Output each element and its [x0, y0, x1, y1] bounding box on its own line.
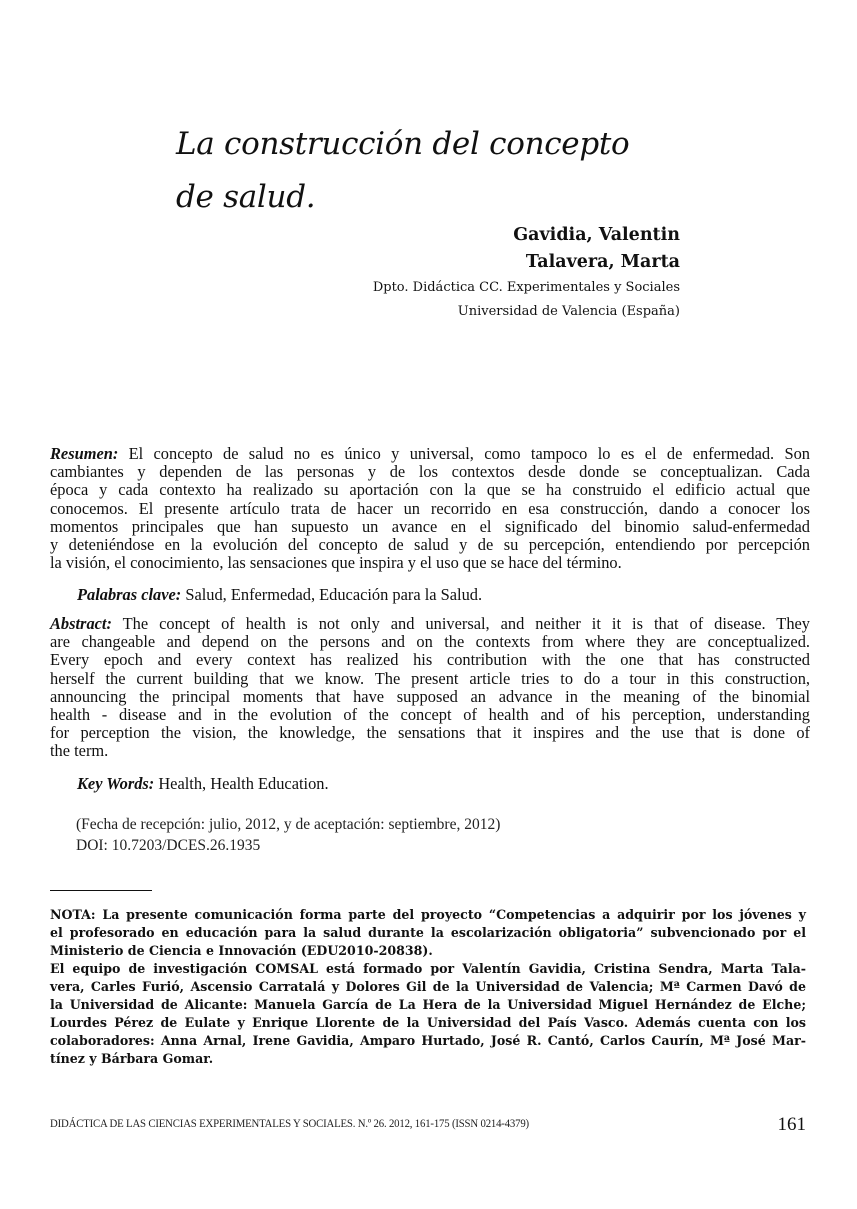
- title-line-2: de salud.: [176, 179, 316, 215]
- key-words: [77, 774, 797, 794]
- resumen-text: El concepto de salud no es único y universal, como tampoco lo es el de enfermedad. Son: [118, 444, 810, 463]
- resumen-label: Resumen:: [50, 444, 119, 463]
- footnote: [50, 906, 806, 1068]
- palabras-clave-text: Salud, Enfermedad, Educación para la Salud.: [181, 585, 483, 604]
- resumen-line: época y cada contexto ha realizado su aportación con la que se ha construido el edificio actual que: [50, 480, 810, 500]
- footnote-line: colaboradores: Anna Arnal, Irene Gavidia, Amparo Hurtado, José R. Cantó, Carlos Caurín, Mª José Mar-: [50, 1033, 806, 1048]
- footnote-line: Lourdes Pérez de Eulate y Enrique Llorente de la Universidad del País Vasco. Además cuenta con los: [50, 1015, 806, 1030]
- palabras-clave: [77, 585, 797, 605]
- title-line-1: La construcción del concepto: [176, 126, 630, 162]
- abstract-text: The concept of health is not only and universal, and neither it it is that of disease. They: [111, 614, 810, 633]
- resumen-line: conocemos. El presente artículo trata de hacer un recorrido en esa construcción, dando a conocer los: [50, 498, 810, 518]
- abstract-paragraph: [50, 615, 810, 761]
- footnote-line: la Universidad de Alicante: Manuela García de La Hera de la Universidad Miguel Hernández de Elche;: [50, 997, 806, 1012]
- resumen-line: y deteniéndose en la evolución del concepto de salud y de su percepción, entendiendo por percepción: [50, 535, 810, 555]
- footnote-line: Ministerio de Ciencia e Innovación (EDU2010-20838).: [50, 943, 433, 958]
- affiliation-department: Dpto. Didáctica CC. Experimentales y Sociales: [372, 280, 680, 295]
- resumen-line: momentos principales que han supuesto un avance en el significado del binomio salud-enfermedad: [50, 516, 810, 536]
- footnote-line: El equipo de investigación COMSAL está formado por Valentín Gavidia, Cristina Sendra, Marta Tala-: [50, 961, 806, 976]
- resumen-line: [50, 445, 810, 463]
- abstract-line: Every epoch and every context has realized his contribution with the one that has constructed: [50, 650, 810, 670]
- abstract-line: [50, 615, 810, 633]
- palabras-clave-label: Palabras clave:: [77, 585, 182, 604]
- affiliation-university: Universidad de Valencia (España): [457, 304, 680, 319]
- resumen-paragraph: [50, 445, 810, 572]
- abstract-line: announcing the principal moments that have supposed an advance in the meaning of the binomial: [50, 686, 810, 706]
- affiliation: [250, 276, 680, 324]
- doi: DOI: 10.7203/DCES.26.1935: [76, 837, 261, 854]
- reception-dates: (Fecha de recepción: julio, 2012, y de aceptación: septiembre, 2012): [76, 816, 501, 833]
- key-words-text: Health, Health Education.: [154, 774, 329, 793]
- abstract-line: herself the current building that we know. The present article tries to do a tour in this construction,: [50, 668, 810, 688]
- footnote-divider: [50, 890, 152, 891]
- footnote-line: NOTA: La presente comunicación forma parte del proyecto “Competencias a adquirir por los jóvenes y: [50, 907, 806, 922]
- abstract-line: the term.: [50, 741, 109, 761]
- abstract-line: for perception the vision, the knowledge, the sensations that it inspires and the use that is done of: [50, 723, 810, 743]
- paper-title: [176, 118, 736, 224]
- author-2: Talavera, Marta: [525, 252, 680, 272]
- abstract-label: Abstract:: [50, 614, 112, 633]
- footnote-line: vera, Carles Furió, Ascensio Carratalá y Dolores Gil de la Universidad de Valencia; Mª Carmen Davó de: [50, 979, 806, 994]
- key-words-label: Key Words:: [77, 774, 155, 793]
- footnote-line: tínez y Bárbara Gomar.: [50, 1051, 214, 1066]
- abstract-line: are changeable and depend on the persons and on the contexts from where they are conceptualized.: [50, 632, 810, 652]
- journal-footer: DIDÁCTICA DE LAS CIENCIAS EXPERIMENTALES Y SOCIALES. N.º 26. 2012, 161-175 (ISSN 0214-4379): [50, 1117, 529, 1130]
- author-list: [300, 222, 680, 276]
- abstract-line: health - disease and in the evolution of the concept of health and of his perception, understanding: [50, 705, 810, 725]
- resumen-line: cambiantes y dependen de las personas y de los contextos desde donde se conceptualizan. Cada: [50, 462, 810, 482]
- author-1: Gavidia, Valentin: [513, 225, 680, 245]
- page-number: 161: [777, 1114, 806, 1135]
- resumen-line: la visión, el conocimiento, las sensaciones que inspira y el uso que se hace del término.: [50, 553, 622, 573]
- footnote-line: el profesorado en educación para la salud durante la escolarización obligatoria” subvencionado por el: [50, 925, 806, 940]
